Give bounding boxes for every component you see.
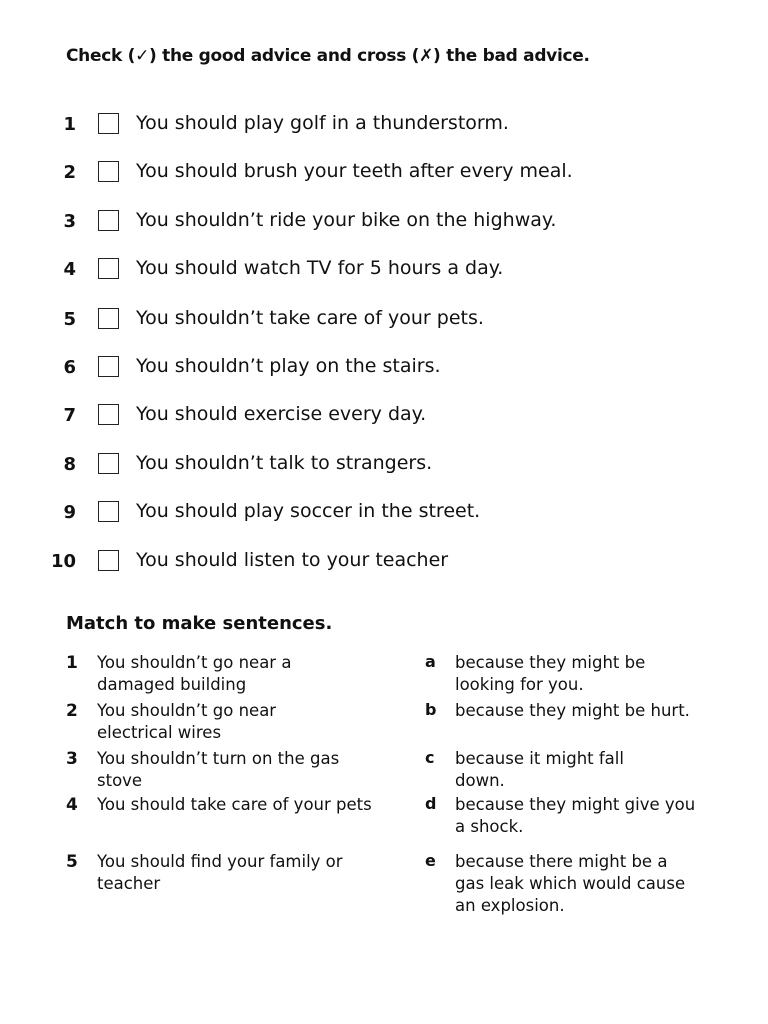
item-number: 6	[63, 357, 76, 378]
match-letter: d	[425, 794, 437, 813]
answer-checkbox[interactable]	[98, 113, 119, 134]
answer-checkbox[interactable]	[98, 453, 119, 474]
advice-item	[0, 355, 768, 383]
sentence-start-line: electrical wires	[97, 723, 222, 742]
item-number: 4	[63, 259, 76, 280]
item-number: 1	[63, 114, 76, 135]
sentence-ending-line: because they might be hurt.	[455, 701, 690, 720]
item-number: 2	[63, 162, 76, 183]
advice-text: You should brush your teeth after every meal.	[136, 160, 573, 182]
advice-text: You shouldn’t ride your bike on the highway.	[136, 209, 557, 231]
answer-checkbox[interactable]	[98, 308, 119, 329]
advice-item	[0, 257, 768, 285]
match-letter: e	[425, 851, 436, 870]
match-letter: b	[425, 700, 437, 719]
answer-checkbox[interactable]	[98, 550, 119, 571]
advice-item	[0, 549, 768, 577]
sentence-ending-line: down.	[455, 771, 505, 790]
sentence-ending-line: because they might give you	[455, 795, 696, 814]
advice-item	[0, 403, 768, 431]
match-number: 5	[66, 852, 78, 872]
sentence-start-line: You should find your family or	[97, 852, 343, 871]
sentence-ending-line: because it might fall	[455, 749, 624, 768]
sentence-start-line: teacher	[97, 874, 161, 893]
sentence-start-line: damaged building	[97, 675, 247, 694]
advice-text: You should watch TV for 5 hours a day.	[136, 257, 504, 279]
match-number: 4	[66, 795, 78, 815]
instruction-check-cross: Check (✓) the good advice and cross (✗) the bad advice.	[66, 46, 590, 66]
sentence-ending	[455, 794, 725, 838]
advice-text: You shouldn’t play on the stairs.	[136, 355, 441, 377]
advice-text: You shouldn’t talk to strangers.	[136, 452, 433, 474]
match-number: 2	[66, 701, 78, 721]
item-number: 8	[63, 454, 76, 475]
item-number: 7	[63, 405, 76, 426]
match-letter: c	[425, 748, 435, 767]
sentence-ending	[455, 748, 725, 792]
sentence-ending-line: an explosion.	[455, 896, 565, 915]
advice-text: You should play golf in a thunderstorm.	[136, 112, 509, 134]
sentence-start	[97, 700, 397, 744]
sentence-ending	[455, 652, 725, 696]
answer-checkbox[interactable]	[98, 210, 119, 231]
item-number: 10	[50, 551, 76, 572]
sentence-ending-line: looking for you.	[455, 675, 584, 694]
advice-text: You should exercise every day.	[136, 403, 427, 425]
advice-text: You shouldn’t take care of your pets.	[136, 307, 484, 329]
advice-text: You should play soccer in the street.	[136, 500, 481, 522]
sentence-ending-line: gas leak which would cause	[455, 874, 686, 893]
sentence-start	[97, 748, 397, 792]
sentence-ending-line: a shock.	[455, 817, 524, 836]
advice-item	[0, 452, 768, 480]
sentence-start	[97, 851, 397, 895]
sentence-start-line: You shouldn’t go near a	[97, 653, 292, 672]
sentence-start-line: You shouldn’t go near	[97, 701, 277, 720]
sentence-start-line: You should take care of your pets	[97, 795, 372, 814]
answer-checkbox[interactable]	[98, 356, 119, 377]
sentence-ending	[455, 700, 725, 722]
answer-checkbox[interactable]	[98, 404, 119, 425]
sentence-start-line: You shouldn’t turn on the gas	[97, 749, 340, 768]
item-number: 3	[63, 211, 76, 232]
advice-item	[0, 112, 768, 140]
item-number: 9	[63, 502, 76, 523]
item-number: 5	[63, 309, 76, 330]
match-letter: a	[425, 652, 436, 671]
sentence-ending-line: because there might be a	[455, 852, 668, 871]
advice-item	[0, 500, 768, 528]
advice-text: You should listen to your teacher	[136, 549, 449, 571]
match-number: 1	[66, 653, 78, 673]
sentence-start	[97, 652, 397, 696]
sentence-start	[97, 794, 397, 816]
sentence-ending	[455, 851, 725, 917]
sentence-start-line: stove	[97, 771, 143, 790]
match-number: 3	[66, 749, 78, 769]
advice-item	[0, 160, 768, 188]
answer-checkbox[interactable]	[98, 501, 119, 522]
sentence-ending-line: because they might be	[455, 653, 646, 672]
advice-item	[0, 307, 768, 335]
instruction-match: Match to make sentences.	[66, 613, 333, 634]
advice-item	[0, 209, 768, 237]
answer-checkbox[interactable]	[98, 161, 119, 182]
answer-checkbox[interactable]	[98, 258, 119, 279]
